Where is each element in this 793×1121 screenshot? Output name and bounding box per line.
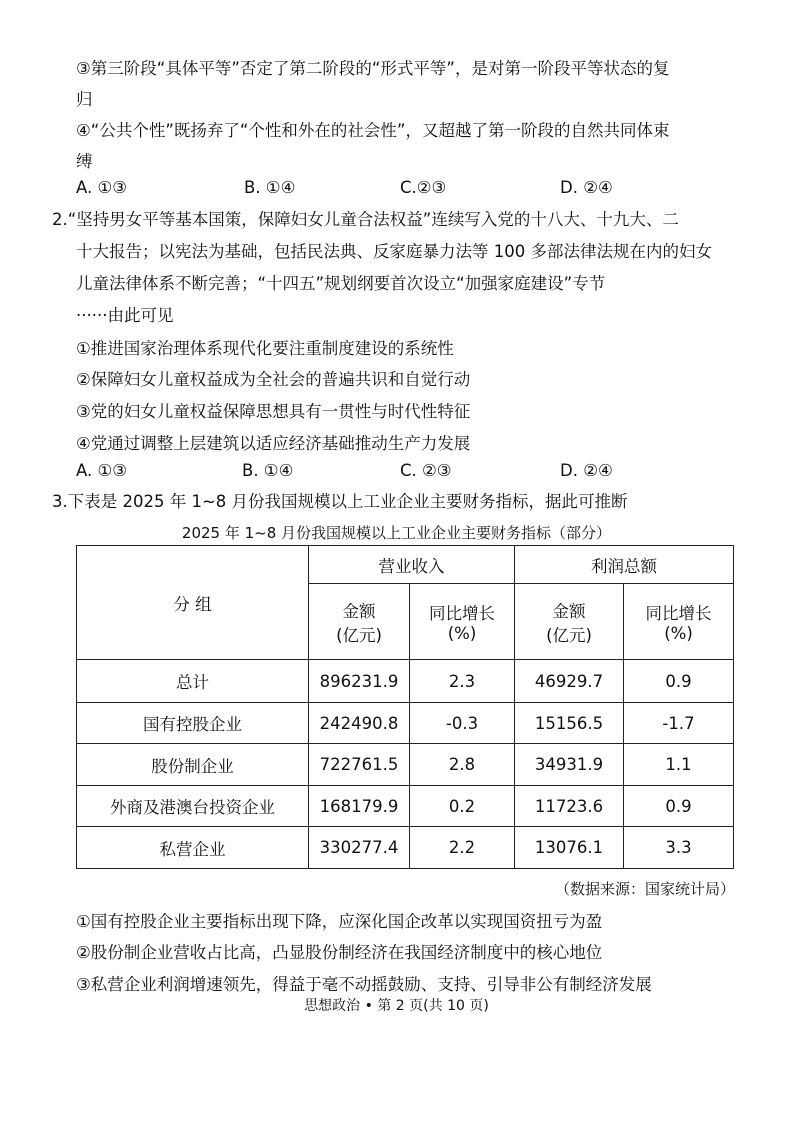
revenue-growth: 2.8 [410,744,515,786]
q3-option-1: ①国有控股企业主要指标出现下降，应深化国企改革以实现国资扭亏为盈 [76,912,603,931]
row-name: 总计 [77,660,309,703]
data-source-note: （数据来源：国家统计局） [554,880,735,898]
group-header: 分 组 [77,546,309,660]
q2-choice-a[interactable]: A. ①③ [76,461,128,480]
revenue-amount: 242490.8 [309,703,410,744]
q1-option-3-line1: ③第三阶段“具体平等”否定了第二阶段的“形式平等”，是对第一阶段平等状态的复 [76,59,670,78]
profit-amount: 34931.9 [515,744,624,786]
q1-option-4-line2: 缚 [76,152,93,171]
revenue-amount: 722761.5 [309,744,410,786]
table-row [77,744,734,786]
q2-stem-line4: ······由此可见 [76,306,174,325]
q3-option-2: ②股份制企业营收占比高，凸显股份制经济在我国经济制度中的核心地位 [76,943,603,962]
row-name: 国有控股企业 [77,703,309,744]
revenue-growth: 2.2 [410,827,515,869]
q2-option-2: ②保障妇女儿童权益成为全社会的普遍共识和自觉行动 [76,370,471,389]
revenue-amount-header: 金额 (亿元) [309,584,410,660]
q2-choice-c[interactable]: C. ②③ [400,461,452,480]
revenue-header: 营业收入 [309,546,515,584]
profit-amount: 15156.5 [515,703,624,744]
q1-choice-d[interactable]: D. ②④ [560,178,613,197]
revenue-growth: -0.3 [410,703,515,744]
q1-choices [76,177,676,199]
profit-growth-header: 同比增长 (%) [624,584,734,660]
table-caption: 2025 年 1~8 月份我国规模以上工业企业主要财务指标（部分） [181,524,612,542]
row-name: 外商及港澳台投资企业 [77,786,309,827]
profit-header: 利润总额 [515,546,734,584]
q2-stem-line1: 2.“坚持男女平等基本国策，保障妇女儿童合法权益”连续写入党的十八大、十九大、二 [52,210,679,229]
q1-choice-b[interactable]: B. ①④ [244,178,296,197]
revenue-amount: 896231.9 [309,660,410,703]
q2-option-1: ①推进国家治理体系现代化要注重制度建设的系统性 [76,339,454,358]
q3-option-3: ③私营企业利润增速领先，得益于毫不动摇鼓励、支持、引导非公有制经济发展 [76,975,652,994]
profit-growth: 1.1 [624,744,734,786]
revenue-amount: 330277.4 [309,827,410,869]
profit-amount: 11723.6 [515,786,624,827]
row-name: 股份制企业 [77,744,309,786]
q2-choice-b[interactable]: B. ①④ [242,461,294,480]
q1-option-3-line2: 归 [76,90,93,109]
revenue-amount: 168179.9 [309,786,410,827]
profit-amount-header: 金额 (亿元) [515,584,624,660]
q1-choice-c[interactable]: C.②③ [400,178,447,197]
q1-choice-a[interactable]: A. ①③ [76,178,128,197]
profit-growth: 0.9 [624,660,734,703]
profit-amount: 13076.1 [515,827,624,869]
table-row [77,786,734,827]
table-row [77,703,734,744]
page-footer: 思想政治 • 第 2 页(共 10 页) [304,998,489,1014]
revenue-growth: 0.2 [410,786,515,827]
q2-option-4: ④党通过调整上层建筑以适应经济基础推动生产力发展 [76,434,471,453]
revenue-growth: 2.3 [410,660,515,703]
table-row [77,660,734,703]
q3-stem: 3.下表是 2025 年 1~8 月份我国规模以上工业企业主要财务指标，据此可推断 [52,492,628,511]
row-name: 私营企业 [77,827,309,869]
q1-option-4-line1: ④“公共个性”既扬弃了“个性和外在的社会性”，又超越了第一阶段的自然共同体束 [76,121,670,140]
q2-choice-d[interactable]: D. ②④ [560,461,613,480]
profit-growth: 3.3 [624,827,734,869]
q2-stem-line3: 儿童法律体系不断完善；“十四五”规划纲要首次设立“加强家庭建设”专节 [76,274,606,293]
profit-growth: -1.7 [624,703,734,744]
profit-growth: 0.9 [624,786,734,827]
q2-stem-line2: 十大报告；以宪法为基础，包括民法典、反家庭暴力法等 100 多部法律法规在内的妇女 [76,242,712,261]
profit-amount: 46929.7 [515,660,624,703]
table-row [77,827,734,869]
q2-choices [76,460,676,482]
q2-option-3: ③党的妇女儿童权益保障思想具有一贯性与时代性特征 [76,402,471,421]
revenue-growth-header: 同比增长 (%) [410,584,515,660]
financial-indicators-table [76,545,734,869]
